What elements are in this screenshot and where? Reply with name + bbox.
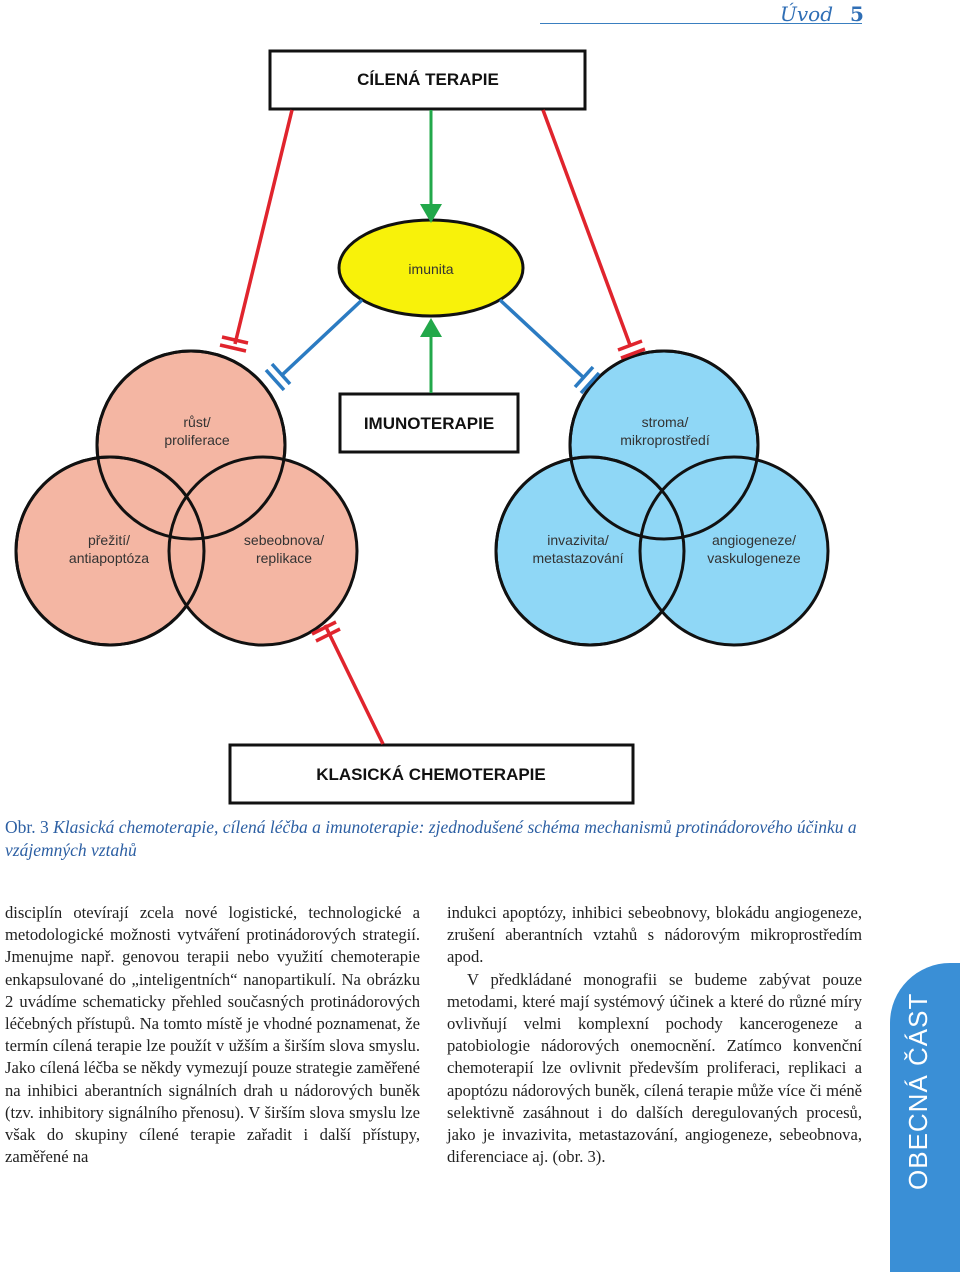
label-klasicka-chemoterapie: KLASICKÁ CHEMOTERAPIE bbox=[316, 765, 546, 784]
label-imunita: imunita bbox=[408, 261, 454, 277]
arrow-green-up bbox=[420, 318, 442, 337]
label-prezit-1: přežití/ bbox=[87, 532, 131, 548]
label-sebeobnova-1: sebeobnova/ bbox=[243, 532, 325, 548]
label-angiogeneze-2: vaskulogeneze bbox=[707, 550, 801, 566]
section-side-tab-label: OBECNÁ ČÁST bbox=[903, 992, 933, 1190]
label-rust-1: růst/ bbox=[183, 414, 211, 430]
running-header-section: Úvod bbox=[780, 2, 833, 26]
body-right-column bbox=[447, 902, 862, 1168]
label-sebeobnova-2: replikace bbox=[255, 550, 313, 566]
paragraph-left: disciplín otevírají zcela nové logistické, technologické a metodologické možnosti vytváření protinádorových strategií. Jmenujme např. genovou terapii nebo využití chemoterapie enkapsulované do „inteligentních“ nanopartikulí. Na obrázku 2 uvádíme schematicky přehled současných protinádorových léčebných přístupů. Na tomto místě je vhodné poznamenat, že termín cílená terapie lze použít v užším a širším slova smyslu. Jako cílená léčba se někdy vymezují pouze strategie zaměřené na inhibici aberantních signálních drah u nádorových buněk (tzv. inhibitory signálního přenosu). V širším slova smyslu lze však do skupiny cílené terapie zařadit i další přístupy, zaměřené na bbox=[5, 903, 420, 1167]
caption-label: Obr. 3 bbox=[5, 817, 49, 837]
label-invazivita-2: metastazování bbox=[532, 550, 624, 566]
label-stroma-1: stroma/ bbox=[641, 414, 689, 430]
figure-caption bbox=[5, 816, 865, 862]
label-prezit-2: antiapoptóza bbox=[68, 550, 150, 566]
label-cilena-terapie: CÍLENÁ TERAPIE bbox=[357, 70, 499, 89]
page-number: 5 bbox=[850, 2, 864, 26]
paragraph-right-1: indukci apoptózy, inhibici sebeobnovy, blokádu angiogeneze, zrušení aberantních vztahů s nádorovým mikroprostředím apod. bbox=[447, 903, 862, 967]
label-imunoterapie: IMUNOTERAPIE bbox=[363, 414, 495, 433]
label-angiogeneze-1: angiogeneze/ bbox=[711, 532, 797, 548]
label-stroma-2: mikroprostředí bbox=[620, 432, 710, 448]
paragraph-right-2: V předkládané monografii se budeme zabývat pouze metodami, které mají systémový účinek a které do různé míry ovlivňují velmi komplexní pochody kancerogeneze a patobiologie nádorových onemocnění. Zatímco konvenční chemoterapií lze ovlivnit především proliferaci, replikaci a apoptózu nádorových buněk, cílená terapie může více či méně selektivně zasáhnout i do dalších deregulovaných procesů, jako je invazivita, metastazování, angiogeneze, sebeobnova, diferenciace aj. (obr. 3). bbox=[447, 969, 862, 1167]
body-left-column bbox=[5, 902, 420, 1168]
caption-text: Klasická chemoterapie, cílená léčba a imunoterapie: zjednodušené schéma mechanismů protinádorového účinku a vzájemných vztahů bbox=[5, 817, 857, 860]
label-invazivita-1: invazivita/ bbox=[547, 532, 609, 548]
label-rust-2: proliferace bbox=[164, 432, 230, 448]
inhibit-red-left-bar2 bbox=[220, 345, 246, 351]
